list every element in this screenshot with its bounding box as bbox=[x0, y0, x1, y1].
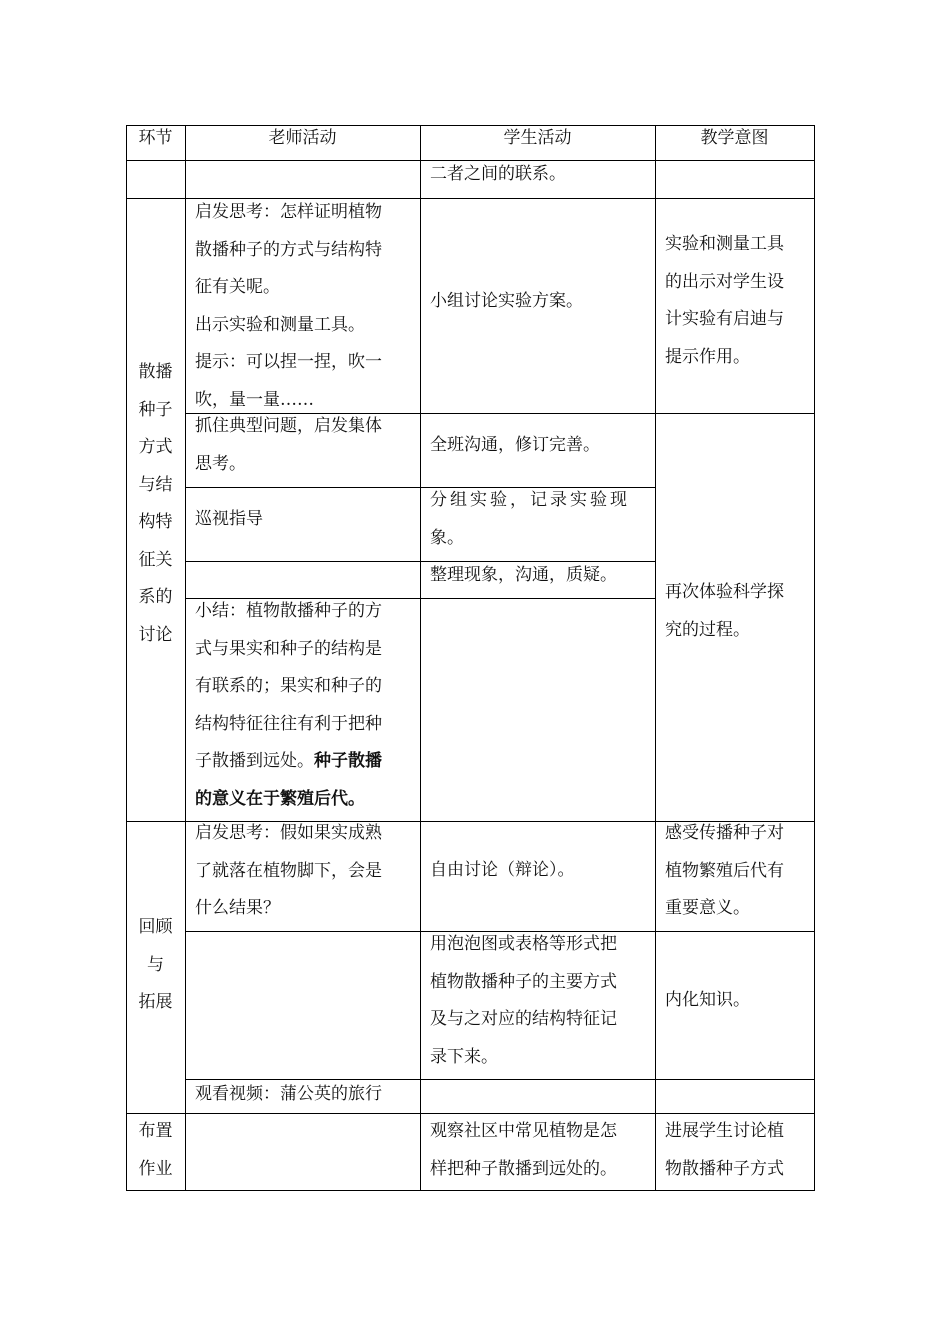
continuation-student: 二者之间的联系。 bbox=[430, 164, 566, 184]
text-line: 结构特征往往有利于把种 bbox=[195, 713, 382, 734]
text-line: 分组实验，记录实验现 bbox=[430, 490, 630, 510]
rule-col3 bbox=[655, 125, 656, 1191]
text-line: 象。 bbox=[430, 527, 464, 548]
homework-title-line: 布置 bbox=[138, 1121, 173, 1141]
homework-title-line: 作业 bbox=[138, 1158, 173, 1179]
discussion-title-line: 征关 bbox=[138, 549, 173, 570]
review-title-line: 拓展 bbox=[138, 992, 173, 1012]
header-student: 学生活动 bbox=[503, 128, 572, 148]
discussion-title-line: 散播 bbox=[138, 362, 173, 382]
review-title-line: 回顾 bbox=[138, 917, 173, 937]
rule-col2 bbox=[420, 125, 421, 1191]
discussion-row1-student: 小组讨论实验方案。 bbox=[430, 291, 583, 311]
text-line bbox=[195, 743, 415, 781]
discussion-title-line: 讨论 bbox=[138, 624, 173, 645]
review-row3-teacher: 观看视频：蒲公英的旅行 bbox=[195, 1084, 382, 1104]
text-line: 征有关呢。 bbox=[195, 277, 280, 297]
text-line: 用泡泡图或表格等形式把 bbox=[430, 934, 617, 954]
review-row1-intent bbox=[665, 815, 810, 928]
rule-col1 bbox=[185, 125, 186, 1191]
discussion-title-line: 方式 bbox=[138, 437, 173, 457]
text-line: 抓住典型问题，启发集体 bbox=[195, 416, 382, 436]
text-line: 启发思考：怎样证明植物 bbox=[195, 202, 382, 222]
review-row1-student: 自由讨论（辩论）。 bbox=[430, 860, 575, 880]
text-line: 重要意义。 bbox=[665, 898, 750, 918]
header-section: 环节 bbox=[138, 128, 173, 148]
text-line: 吹，量一量…… bbox=[195, 389, 314, 410]
discussion-row1-intent bbox=[665, 226, 810, 376]
text-line: 进展学生讨论植 bbox=[665, 1121, 784, 1141]
text-line: 式与果实和种子的结构是 bbox=[195, 638, 382, 659]
discussion-row5-teacher bbox=[195, 593, 415, 818]
text-line: 小结：植物散播种子的方 bbox=[195, 601, 382, 621]
text-line: 感受传播种子对 bbox=[665, 823, 784, 843]
header-intent: 教学意图 bbox=[700, 128, 769, 148]
homework-student bbox=[430, 1113, 650, 1188]
text-line: 了就落在植物脚下，会是 bbox=[195, 860, 382, 881]
discussion-title-line: 种子 bbox=[138, 399, 173, 420]
text-line: 及与之对应的结构特征记 bbox=[430, 1009, 617, 1029]
text-line: 计实验有启迪与 bbox=[665, 309, 784, 329]
header-teacher: 老师活动 bbox=[268, 128, 337, 148]
discussion-title bbox=[126, 354, 185, 654]
text-line: 样把种子散播到远处的。 bbox=[430, 1158, 617, 1179]
discussion-title-line: 构特 bbox=[138, 512, 173, 532]
discussion-row4-student: 整理现象，沟通，质疑。 bbox=[430, 565, 617, 585]
discussion-row2-teacher bbox=[195, 408, 415, 483]
text-line: 有联系的；果实和种子的 bbox=[195, 676, 382, 696]
discussion-row1-teacher bbox=[195, 194, 415, 419]
text-line: 再次体验科学探 bbox=[665, 582, 784, 602]
rule-bottom bbox=[126, 1190, 815, 1191]
summary-text: 子散播到远处。 bbox=[195, 751, 314, 771]
rule-right bbox=[814, 125, 815, 1191]
review-row2-student bbox=[430, 926, 650, 1076]
text-line: 提示：可以捏一捏，吹一 bbox=[195, 352, 382, 372]
text-line: 什么结果？ bbox=[195, 898, 280, 918]
text-line: 物散播种子方式 bbox=[665, 1158, 784, 1179]
discussion-row2-student: 全班沟通，修订完善。 bbox=[430, 435, 600, 455]
text-line: 思考。 bbox=[195, 453, 246, 474]
text-line: 究的过程。 bbox=[665, 619, 750, 640]
text-line: 录下来。 bbox=[430, 1046, 498, 1067]
text-line: 出示实验和测量工具。 bbox=[195, 314, 365, 335]
review-row1-teacher bbox=[195, 815, 415, 928]
discussion-row3-student bbox=[430, 482, 650, 557]
rule-left bbox=[126, 125, 127, 1191]
homework-intent bbox=[665, 1113, 810, 1188]
text-line: 植物繁殖后代有 bbox=[665, 860, 784, 881]
text-line: 散播种子的方式与结构特 bbox=[195, 239, 382, 260]
text-line: 提示作用。 bbox=[665, 346, 750, 367]
discussion-title-line: 系的 bbox=[138, 587, 173, 607]
discussion-row3-teacher: 巡视指导 bbox=[195, 509, 263, 529]
text-line: 启发思考：假如果实成熟 bbox=[195, 823, 382, 843]
review-row2-intent: 内化知识。 bbox=[665, 990, 750, 1010]
discussion-title-line: 与结 bbox=[138, 474, 173, 495]
homework-title bbox=[126, 1113, 185, 1188]
text-line: 植物散播种子的主要方式 bbox=[430, 971, 617, 992]
review-title-line: 与 bbox=[147, 954, 164, 975]
discussion-shared-intent bbox=[665, 574, 810, 649]
text-line: 的出示对学生设 bbox=[665, 271, 784, 292]
text-line: 实验和测量工具 bbox=[665, 234, 784, 254]
summary-emphasis: 种子散播 bbox=[314, 751, 382, 771]
review-title bbox=[126, 909, 185, 1022]
text-line: 观察社区中常见植物是怎 bbox=[430, 1121, 617, 1141]
summary-emphasis: 的意义在于繁殖后代。 bbox=[195, 788, 365, 809]
